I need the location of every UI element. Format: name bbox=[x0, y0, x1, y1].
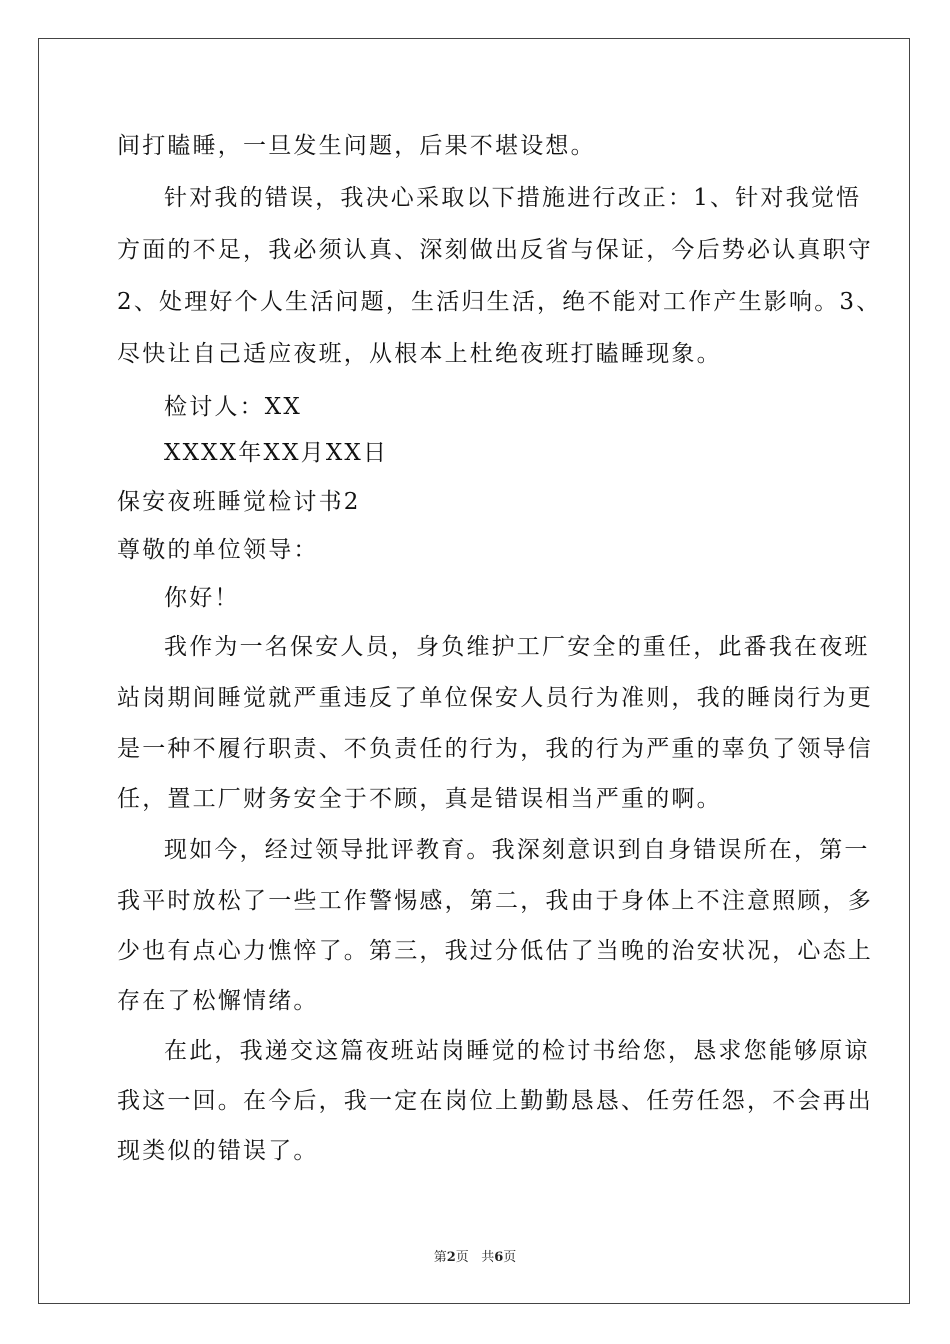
total-pages: 6 bbox=[494, 1250, 504, 1265]
text-line: 是一种不履行职责、不负责任的行为，我的行为严重的辜负了领导信 bbox=[117, 736, 873, 762]
page-number: 2 bbox=[446, 1250, 456, 1265]
text-line: 任，置工厂财务安全于不顾，真是错误相当严重的啊。 bbox=[117, 786, 722, 812]
text-line: 在此，我递交这篇夜班站岗睡觉的检讨书给您，恳求您能够原谅 bbox=[164, 1038, 870, 1064]
text-line: 现类似的错误了。 bbox=[117, 1138, 319, 1164]
text-line: 尽快让自己适应夜班，从根本上杜绝夜班打瞌睡现象。 bbox=[117, 341, 722, 367]
text-line: 我平时放松了一些工作警惕感，第二，我由于身体上不注意照顾，多 bbox=[117, 888, 873, 914]
greeting: 你好！ bbox=[164, 585, 240, 611]
total-prefix: 共 bbox=[481, 1250, 495, 1265]
total-suffix: 页 bbox=[503, 1250, 517, 1265]
page-footer bbox=[0, 1246, 950, 1265]
salutation: 尊敬的单位领导： bbox=[117, 537, 319, 563]
text-line: 存在了松懈情绪。 bbox=[117, 988, 319, 1014]
signature-line: 检讨人：XX bbox=[164, 394, 302, 420]
page-prefix: 第 bbox=[433, 1250, 447, 1265]
page-suffix: 页 bbox=[455, 1250, 469, 1265]
text-line: 我这一回。在今后，我一定在岗位上勤勤恳恳、任劳任怨，不会再出 bbox=[117, 1088, 873, 1114]
text-line: 我作为一名保安人员，身负维护工厂安全的重任，此番我在夜班 bbox=[164, 634, 870, 660]
text-line: 现如今，经过领导批评教育。我深刻意识到自身错误所在，第一 bbox=[164, 837, 870, 863]
text-line: 间打瞌睡，一旦发生问题，后果不堪设想。 bbox=[117, 133, 596, 159]
text-line: 方面的不足，我必须认真、深刻做出反省与保证，今后势必认真职守 bbox=[117, 237, 873, 263]
text-line: 站岗期间睡觉就严重违反了单位保安人员行为准则，我的睡岗行为更 bbox=[117, 685, 873, 711]
text-line: 少也有点心力憔悴了。第三，我过分低估了当晚的治安状况，心态上 bbox=[117, 938, 873, 964]
section-title: 保安夜班睡觉检讨书2 bbox=[117, 489, 361, 515]
text-line: 针对我的错误，我决心采取以下措施进行改正：1、针对我觉悟 bbox=[164, 185, 862, 211]
text-line: 2、处理好个人生活问题，生活归生活，绝不能对工作产生影响。3、 bbox=[117, 289, 882, 315]
date-line: XXXX年XX月XX日 bbox=[164, 440, 389, 466]
